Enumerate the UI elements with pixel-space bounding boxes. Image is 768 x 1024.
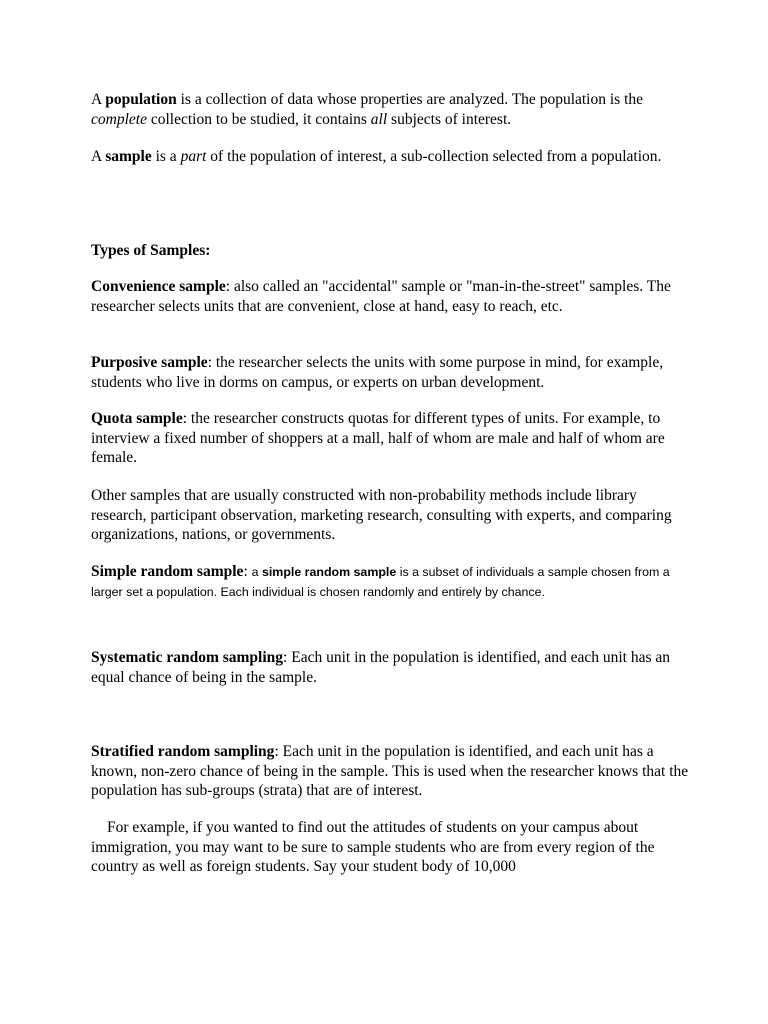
convenience-sample-para: Convenience sample: also called an "accidental" sample or "man-in-the-street" samples. The researcher selects units that are convenient, close at hand, easy to reach, etc.	[91, 278, 671, 315]
population-definition: A population is a collection of data whose properties are analyzed. The population is the complete collection to be studied, it contains all subjects of interest.	[91, 91, 644, 128]
part-emphasis: part	[180, 148, 207, 165]
stratified-sampling-para: Stratified random sampling: Each unit in the population is identified, and each unit has a known, non-zero chance of being in the sample. This is used when the researcher knows that the population has sub-groups (strata) that are of interest.	[91, 743, 689, 800]
systematic-term: Systematic random sampling	[91, 649, 284, 666]
population-term: population	[105, 91, 177, 108]
sample-definition: A sample is a part of the population of interest, a sub-collection selected from a population.	[91, 148, 662, 165]
purposive-term: Purposive sample	[91, 354, 208, 371]
all-emphasis: all	[370, 110, 388, 128]
convenience-term: Convenience sample	[91, 278, 226, 295]
types-heading: Types of Samples:	[91, 242, 211, 259]
simple-random-sample-para: Simple random sample: a simple random sample is a subset of individuals a sample chosen from a larger set a population. Each individual is chosen randomly and entirely by chance.	[91, 563, 670, 599]
simple-random-term: Simple random sample	[91, 563, 244, 580]
stratified-term: Stratified random sampling	[91, 743, 275, 760]
sample-term: sample	[105, 148, 152, 165]
quota-term: Quota sample	[91, 410, 183, 427]
purposive-sample-para: Purposive sample: the researcher selects the units with some purpose in mind, for example, students who live in dorms on campus, or experts on urban development.	[91, 354, 664, 391]
simple-random-definition: a simple random sample is a subset of individuals a sample chosen from a larger set a population. Each individual is chosen randomly and entirely by chance.	[91, 565, 670, 599]
example-para: For example, if you wanted to find out the attitudes of students on your campus about immigration, you may want to be sure to sample students who are from every region of the country as well as foreign students. Say your student body of 10,000	[91, 819, 655, 876]
quota-sample-para: Quota sample: the researcher constructs quotas for different types of units. For example, to interview a fixed number of shoppers at a mall, half of whom are male and half of whom are female.	[91, 410, 665, 467]
other-samples-para: Other samples that are usually constructed with non-probability methods include library research, participant observation, marketing research, consulting with experts, and comparing organizations, nations, or governments.	[91, 487, 672, 544]
complete-emphasis: complete	[91, 110, 147, 128]
systematic-sampling-para: Systematic random sampling: Each unit in the population is identified, and each unit has an equal chance of being in the sample.	[91, 649, 671, 686]
